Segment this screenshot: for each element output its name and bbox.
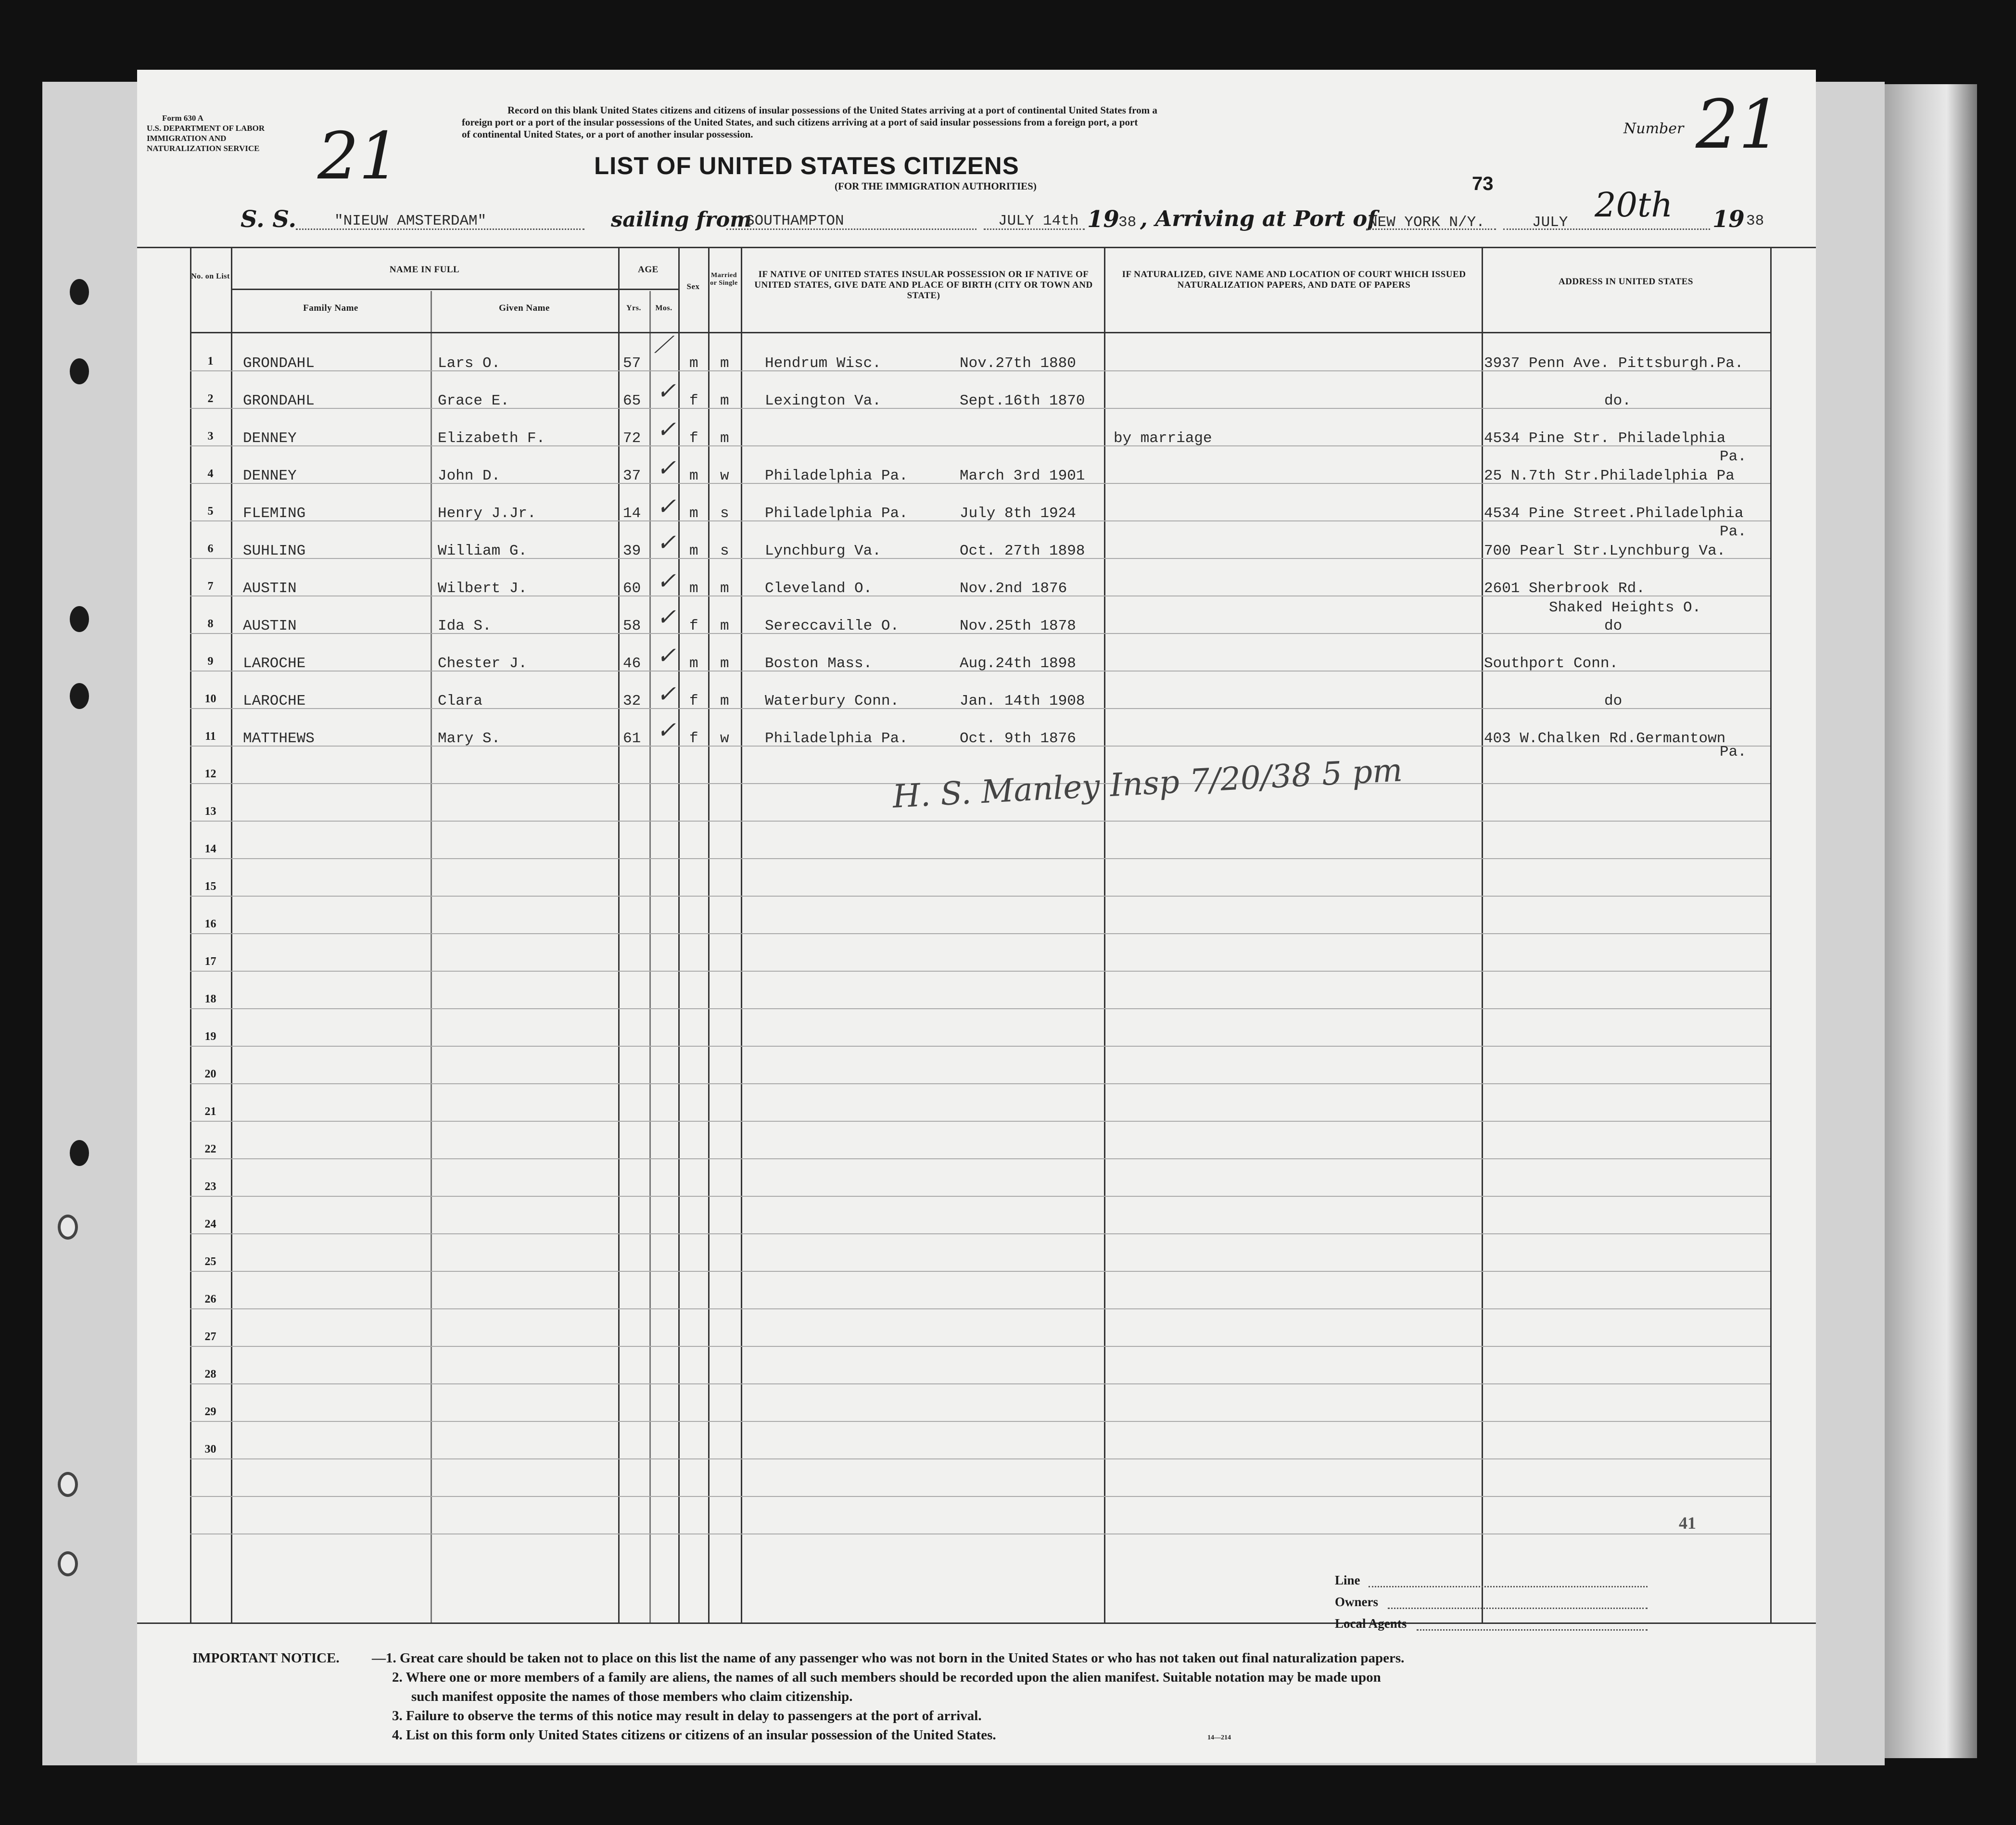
sex: f <box>689 618 698 634</box>
marital-status: m <box>720 393 729 409</box>
age-years: 65 <box>623 393 641 409</box>
given-name: Ida S. <box>438 618 492 634</box>
family-name: GRONDAHL <box>243 355 315 372</box>
ship-name: "NIEUW AMSTERDAM" <box>334 213 487 229</box>
marital-status: s <box>720 543 729 559</box>
birth-place: Hendrum Wisc. <box>765 355 881 372</box>
age-years: 58 <box>623 618 641 634</box>
passenger-row <box>137 580 1816 618</box>
row-rule <box>190 1233 1770 1234</box>
passenger-row <box>137 543 1816 580</box>
birth-place: Boston Mass. <box>765 655 873 672</box>
service-name-2: NATURALIZATION SERVICE <box>147 144 260 153</box>
sex: f <box>689 430 698 447</box>
instructions-text <box>462 104 1674 140</box>
year-prefix-1: 19 <box>1087 206 1119 233</box>
check-mark: ✓ <box>657 456 676 481</box>
family-name: SUHLING <box>243 543 306 559</box>
marital-status: m <box>720 618 729 634</box>
given-name: Lars O. <box>438 355 501 372</box>
birth-date: July 8th 1924 <box>960 505 1076 522</box>
given-name: Henry J.Jr. <box>438 505 536 522</box>
birth-date: Nov.2nd 1876 <box>960 580 1067 597</box>
binder-hole <box>58 1551 78 1576</box>
age-years: 60 <box>623 580 641 597</box>
birth-place: Philadelphia Pa. <box>765 505 908 522</box>
arrival-month: JULY <box>1532 214 1568 231</box>
row-rule <box>190 1346 1770 1347</box>
given-name: Chester J. <box>438 655 528 672</box>
form-department-block <box>147 113 265 153</box>
row-number: 20 <box>204 1068 216 1080</box>
address: 403 W.Chalken Rd.Germantown <box>1484 730 1726 747</box>
birth-date: Jan. 14th 1908 <box>960 693 1085 710</box>
row-number: 4 <box>207 468 214 480</box>
check-mark: ✓ <box>657 569 676 594</box>
marital-status: m <box>720 655 729 672</box>
row-number: 28 <box>204 1368 216 1381</box>
address-line-2: Pa. <box>1720 448 1747 465</box>
age-years: 14 <box>623 505 641 522</box>
local-agents-label: Local Agents <box>1335 1616 1407 1631</box>
birth-place: Lexington Va. <box>765 393 881 409</box>
age-years: 39 <box>623 543 641 559</box>
row-rule <box>190 1121 1770 1122</box>
header-no-on-list: No. on List <box>191 272 230 280</box>
sex: f <box>689 730 698 747</box>
row-number: 27 <box>204 1331 216 1343</box>
address: Southport Conn. <box>1484 655 1619 672</box>
marital-status: w <box>720 468 729 484</box>
check-mark: ✓ <box>657 682 676 707</box>
marital-status: m <box>720 580 729 597</box>
row-number: 13 <box>204 805 216 818</box>
age-years: 72 <box>623 430 641 447</box>
age-years: 32 <box>623 693 641 710</box>
line-label: Line <box>1335 1573 1360 1587</box>
sex: m <box>689 505 698 522</box>
header-address: ADDRESS IN UNITED STATES <box>1558 277 1693 287</box>
row-rule <box>190 933 1770 934</box>
row-number: 14 <box>204 843 216 855</box>
row-rule <box>190 1458 1770 1459</box>
form-id: Form 630 A <box>162 114 203 123</box>
row-number: 3 <box>207 430 214 443</box>
birth-place: Philadelphia Pa. <box>765 468 908 484</box>
header-age: AGE <box>638 265 659 275</box>
passenger-row <box>137 505 1816 543</box>
row-rule <box>190 1308 1770 1309</box>
agents-fill-line <box>1417 1629 1648 1631</box>
department-name: U.S. DEPARTMENT OF LABOR <box>147 124 265 133</box>
sex: m <box>689 580 698 597</box>
page-title: LIST OF UNITED STATES CITIZENS <box>594 152 1019 179</box>
instructions-line-3: of continental United States, or a port of another insular possession. <box>462 128 753 140</box>
row-number: 5 <box>207 505 214 518</box>
family-name: AUSTIN <box>243 618 297 634</box>
birth-date: Nov.27th 1880 <box>960 355 1076 372</box>
birth-place: Philadelphia Pa. <box>765 730 908 747</box>
row-number: 22 <box>204 1143 216 1155</box>
row-number: 7 <box>207 580 214 593</box>
row-rule <box>190 858 1770 859</box>
given-name: Wilbert J. <box>438 580 528 597</box>
row-number: 17 <box>204 955 216 968</box>
birth-date: Nov.25th 1878 <box>960 618 1076 634</box>
row-rule <box>190 1271 1770 1272</box>
binder-hole <box>70 1140 89 1166</box>
year-prefix-2: 19 <box>1712 206 1745 233</box>
depart-date: JULY 14th <box>998 213 1079 229</box>
arrival-year: 38 <box>1746 213 1764 229</box>
ss-label: S. S. <box>241 206 297 233</box>
address: 25 N.7th Str.Philadelphia Pa <box>1484 468 1735 484</box>
sex: m <box>689 655 698 672</box>
marital-status: w <box>720 730 729 747</box>
passenger-row <box>137 730 1816 768</box>
birth-date: Oct. 9th 1876 <box>960 730 1076 747</box>
instructions-line-1: Record on this blank United States citizens and citizens of insular possessions of the United States arriving at a port of continental United States from a <box>507 104 1157 116</box>
row-number: 15 <box>204 880 216 893</box>
arriving-label: , Arriving at Port of <box>1140 206 1377 231</box>
family-name: MATTHEWS <box>243 730 315 747</box>
print-code: 14—214 <box>1207 1734 1231 1741</box>
row-rule <box>190 896 1770 897</box>
binder-hole <box>70 683 89 709</box>
row-rule <box>190 971 1770 972</box>
notice-item-4: 4. List on this form only United States citizens or citizens of an insular possession of the United States. <box>392 1727 996 1743</box>
given-name: Clara <box>438 693 483 710</box>
passenger-row <box>137 393 1816 430</box>
row-rule <box>190 1421 1770 1422</box>
address: 700 Pearl Str.Lynchburg Va. <box>1484 543 1726 559</box>
sex: m <box>689 355 698 372</box>
row-rule <box>190 1196 1770 1197</box>
row-number: 1 <box>207 355 214 368</box>
row-rule <box>190 1008 1770 1009</box>
sex: f <box>689 693 698 710</box>
address: 4534 Pine Str. Philadelphia <box>1484 430 1726 447</box>
birth-date: Aug.24th 1898 <box>960 655 1076 672</box>
row-rule <box>190 1158 1770 1159</box>
family-name: LAROCHE <box>243 655 306 672</box>
binder-hole <box>70 358 89 384</box>
owners-fill-line <box>1388 1608 1648 1609</box>
notice-title: IMPORTANT NOTICE. <box>192 1650 340 1666</box>
row-rule <box>190 1046 1770 1047</box>
address: 4534 Pine Street.Philadelphia <box>1484 505 1744 522</box>
row-number: 2 <box>207 393 214 405</box>
row-rule <box>190 1083 1770 1084</box>
family-name: FLEMING <box>243 505 306 522</box>
row-number: 21 <box>204 1105 216 1118</box>
row-number: 30 <box>204 1443 216 1456</box>
row-number: 23 <box>204 1180 216 1193</box>
check-mark: ⟋ <box>654 332 671 358</box>
header-birth: IF NATIVE OF UNITED STATES INSULAR POSSESSION OR IF NATIVE OF UNITED STATES, GIVE DATE AND PLACE OF BIRTH (CITY OR TOWN AND STATE) <box>754 269 1093 301</box>
binder-hole <box>70 279 89 305</box>
passenger-row <box>137 655 1816 693</box>
row-rule <box>190 821 1770 822</box>
notice-item-3: 3. Failure to observe the terms of this notice may result in delay to passengers at the port of arrival. <box>392 1708 982 1724</box>
address: 3937 Penn Ave. Pittsburgh.Pa. <box>1484 355 1744 372</box>
check-mark: ✓ <box>657 605 676 630</box>
birth-date: March 3rd 1901 <box>960 468 1085 484</box>
check-mark: ✓ <box>657 530 676 556</box>
sailing-from-label: sailing from <box>611 208 752 232</box>
table-bottom-rule <box>137 1622 1816 1624</box>
row-number: 29 <box>204 1406 216 1418</box>
family-name: AUSTIN <box>243 580 297 597</box>
row-rule <box>190 1496 1770 1497</box>
inspector-signature: H. S. Manley Insp 7/20/38 5 pm <box>891 751 1404 815</box>
birth-date: Sept.16th 1870 <box>960 393 1085 409</box>
check-mark: ✓ <box>657 718 676 743</box>
age-header-rule <box>618 289 678 290</box>
check-mark: ✓ <box>657 494 676 520</box>
age-years: 61 <box>623 730 641 747</box>
row-number: 25 <box>204 1255 216 1268</box>
passenger-row <box>137 618 1816 655</box>
given-name: Mary S. <box>438 730 501 747</box>
owners-label: Owners <box>1335 1595 1378 1609</box>
age-years: 57 <box>623 355 641 372</box>
header-mos: Mos. <box>655 304 672 312</box>
naturalization: by marriage <box>1114 430 1212 447</box>
age-years: 37 <box>623 468 641 484</box>
birth-date: Oct. 27th 1898 <box>960 543 1085 559</box>
binder-hole <box>70 606 89 632</box>
row-number: 9 <box>207 655 214 668</box>
birth-place: Lynchburg Va. <box>765 543 881 559</box>
passenger-row <box>137 355 1816 393</box>
marital-status: m <box>720 355 729 372</box>
address: do. <box>1604 393 1631 409</box>
service-name-1: IMMIGRATION AND <box>147 134 227 143</box>
family-name: GRONDAHL <box>243 393 315 409</box>
age-years: 46 <box>623 655 641 672</box>
marital-status: m <box>720 693 729 710</box>
depart-year: 38 <box>1118 214 1137 231</box>
table-top-rule <box>137 247 1816 248</box>
address: 2601 Sherbrook Rd. <box>1484 580 1645 597</box>
handwritten-number: 21 <box>1696 86 1782 164</box>
row-number: 12 <box>204 768 216 780</box>
header-bottom-rule <box>190 332 1770 333</box>
binder-hole <box>58 1215 78 1240</box>
row-number: 11 <box>205 730 216 743</box>
check-mark: ✓ <box>657 643 676 669</box>
check-mark: ✓ <box>657 417 676 443</box>
header-given-name: Given Name <box>499 303 550 313</box>
handwritten-sheet-number: 21 <box>317 118 400 194</box>
family-name: DENNEY <box>243 430 297 447</box>
given-name: Elizabeth F. <box>438 430 545 447</box>
sex: m <box>689 468 698 484</box>
row-number: 19 <box>204 1030 216 1043</box>
address-line-2: Pa. <box>1720 744 1747 760</box>
header-naturalized: IF NATURALIZED, GIVE NAME AND LOCATION OF COURT WHICH ISSUED NATURALIZATION PAPERS, AND DATE OF PAPERS <box>1122 269 1466 290</box>
header-name-in-full: NAME IN FULL <box>389 265 460 275</box>
check-mark: ✓ <box>657 379 676 404</box>
given-name: William G. <box>438 543 528 559</box>
birth-place: Sereccaville O. <box>765 618 900 634</box>
given-name: Grace E. <box>438 393 509 409</box>
header-family-name: Family Name <box>303 303 358 313</box>
sex: f <box>689 393 698 409</box>
passenger-row <box>137 430 1816 468</box>
header-sex: Sex <box>686 282 700 291</box>
line-fill-line <box>1369 1586 1648 1587</box>
binder-hole <box>58 1472 78 1497</box>
row-number: 24 <box>204 1218 216 1230</box>
row-number: 26 <box>204 1293 216 1305</box>
underlying-pages <box>1876 84 1977 1758</box>
notice-item-1: —1. Great care should be taken not to place on this list the name of any passenger who was not born in the United States or who has not taken out final naturalization papers. <box>372 1650 1405 1666</box>
header-yrs: Yrs. <box>626 304 641 312</box>
from-port: SOUTHAMPTON <box>746 213 844 229</box>
name-header-rule <box>231 289 618 290</box>
address-line-2: Shaked Heights O. <box>1549 599 1701 616</box>
family-name: DENNEY <box>243 468 297 484</box>
given-name: John D. <box>438 468 501 484</box>
marital-status: m <box>720 430 729 447</box>
birth-place: Waterbury Conn. <box>765 693 900 710</box>
notice-item-2-cont: such manifest opposite the names of those members who claim citizenship. <box>411 1689 853 1704</box>
manifest-sheet <box>137 70 1816 1763</box>
notice-item-2: 2. Where one or more members of a family are aliens, the names of all such members should be recorded upon the alien manifest. Suitable notation may be made upon <box>392 1670 1381 1685</box>
row-number: 6 <box>207 543 214 555</box>
row-rule <box>190 1383 1770 1384</box>
instructions-line-2: foreign port or a port of the insular possessions of the United States, and such citizens arriving at a port of said insular possessions from a foreign port, a port <box>462 116 1138 128</box>
marital-status: s <box>720 505 729 522</box>
arrival-day: 20th <box>1595 185 1673 225</box>
birth-place: Cleveland O. <box>765 580 873 597</box>
sex: m <box>689 543 698 559</box>
row-number: 18 <box>204 993 216 1005</box>
address-line-2: Pa. <box>1720 523 1747 540</box>
row-number: 16 <box>204 918 216 930</box>
address: do <box>1604 618 1623 634</box>
family-name: LAROCHE <box>243 693 306 710</box>
page-count: 41 <box>1679 1513 1696 1533</box>
passenger-row <box>137 693 1816 730</box>
arrival-port: NEW YORK N/Y. <box>1369 214 1485 231</box>
row-number: 10 <box>204 693 216 705</box>
header-married-single: Married or Single <box>710 272 738 287</box>
number-label: Number <box>1623 120 1684 137</box>
row-number: 8 <box>207 618 214 630</box>
page-subtitle: (FOR THE IMMIGRATION AUTHORITIES) <box>835 180 1037 192</box>
stamp-number: 73 <box>1472 173 1494 194</box>
passenger-row <box>137 468 1816 505</box>
address: do <box>1604 693 1623 710</box>
